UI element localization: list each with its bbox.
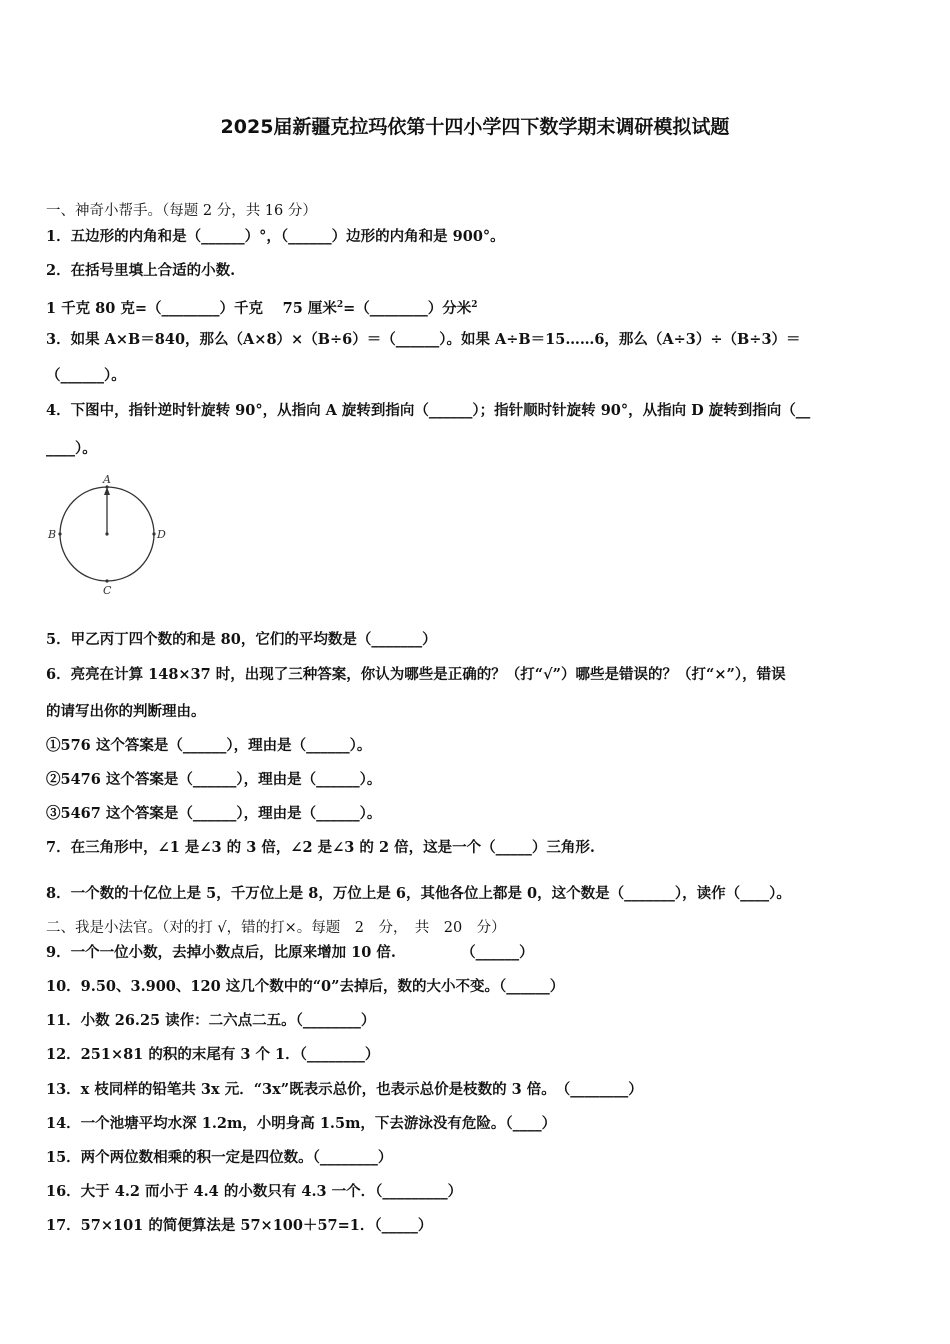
- question-2: 2．在括号里填上合适的小数.: [46, 262, 236, 279]
- section-1-heading: 一、神奇小帮手。（每题 2 分，共 16 分）: [46, 203, 317, 219]
- question-2-part-2: =（________）分米: [343, 299, 472, 317]
- question-8: 8．一个数的十亿位上是 5，千万位上是 8，万位上是 6，其他各位上都是 0，这个数是（_______），读作（____）。: [46, 885, 791, 902]
- question-16: 16．大于 4.2 而小于 4.4 的小数只有 4.3 一个．（_________）: [46, 1183, 463, 1200]
- point-c: [105, 579, 108, 582]
- question-6-item-3: ③5467 这个答案是（______），理由是（______）。: [46, 805, 382, 822]
- question-6-item-1: ①576 这个答案是（______），理由是（______）。: [46, 737, 372, 754]
- question-11: 11．小数 26.25 读作：二六点二五。（________）: [46, 1012, 376, 1029]
- label-c: C: [103, 584, 112, 597]
- question-2-blanks: [46, 295, 916, 319]
- point-b: [58, 532, 61, 535]
- question-2-part-1: 1 千克 80 克=（________）千克 75 厘米: [46, 299, 337, 317]
- question-12: 12．251×81 的积的末尾有 3 个 1．（________）: [46, 1046, 380, 1063]
- question-4-line-1: 4．下图中，指针逆时针旋转 90°，从指向 A 旋转到指向（______）；指针顺时针旋转 90°，从指向 D 旋转到指向（__: [46, 402, 811, 419]
- question-9: 9．一个一位小数，去掉小数点后，比原来增加 10 倍. （______）: [46, 944, 534, 961]
- clock-diagram: [44, 472, 174, 600]
- question-14: 14．一个池塘平均水深 1.2m，小明身高 1.5m，下去游泳没有危险。（____）: [46, 1115, 557, 1132]
- section-2-heading: 二、我是小法官。（对的打 √，错的打×。每题 2 分， 共 20 分）: [46, 920, 506, 936]
- question-4-line-2: ____）。: [46, 440, 97, 457]
- question-6-item-2: ②5476 这个答案是（______），理由是（______）。: [46, 771, 382, 788]
- question-7: 7．在三角形中，∠1 是∠3 的 3 倍，∠2 是∠3 的 2 倍，这是一个（_____）三角形.: [46, 839, 595, 856]
- question-1: 1．五边形的内角和是（______）°，（______）边形的内角和是 900°。: [46, 228, 505, 245]
- question-17: 17．57×101 的简便算法是 57×100＋57=1．（_____）: [46, 1217, 433, 1234]
- page-title: 2025届新疆克拉玛依第十四小学四下数学期末调研模拟试题: [220, 116, 730, 138]
- superscript-2: 2: [471, 300, 478, 310]
- question-3-line-1: 3．如果 A×B＝840，那么（A×8）×（B÷6）＝（______）。如果 A÷B＝15……6，那么（A÷3）÷（B÷3）＝: [46, 331, 801, 348]
- clock-center: [105, 532, 108, 535]
- label-a: A: [103, 473, 111, 486]
- superscript-2: 2: [336, 300, 344, 310]
- question-6-line-1: 6．亮亮在计算 148×37 时，出现了三种答案，你认为哪些是正确的？（打“√”）哪些是错误的？（打“×”），错误: [46, 666, 786, 683]
- question-13: 13．x 枝同样的铅笔共 3x 元．“3x”既表示总价，也表示总价是枝数的 3 倍。 （________）: [46, 1081, 643, 1098]
- question-6-line-2: 的请写出你的判断理由。: [46, 703, 206, 720]
- question-5: 5．甲乙丙丁四个数的和是 80，它们的平均数是（_______）: [46, 631, 437, 648]
- label-d: D: [157, 528, 166, 541]
- point-d: [152, 532, 155, 535]
- question-3-line-2: （______）。: [46, 367, 126, 384]
- clock-figure: [44, 472, 174, 600]
- question-15: 15．两个两位数相乘的积一定是四位数。（________）: [46, 1149, 393, 1166]
- label-b: B: [48, 528, 57, 541]
- question-10: 10．9.50、3.900、120 这几个数中的“0”去掉后，数的大小不变。（______）: [46, 978, 565, 995]
